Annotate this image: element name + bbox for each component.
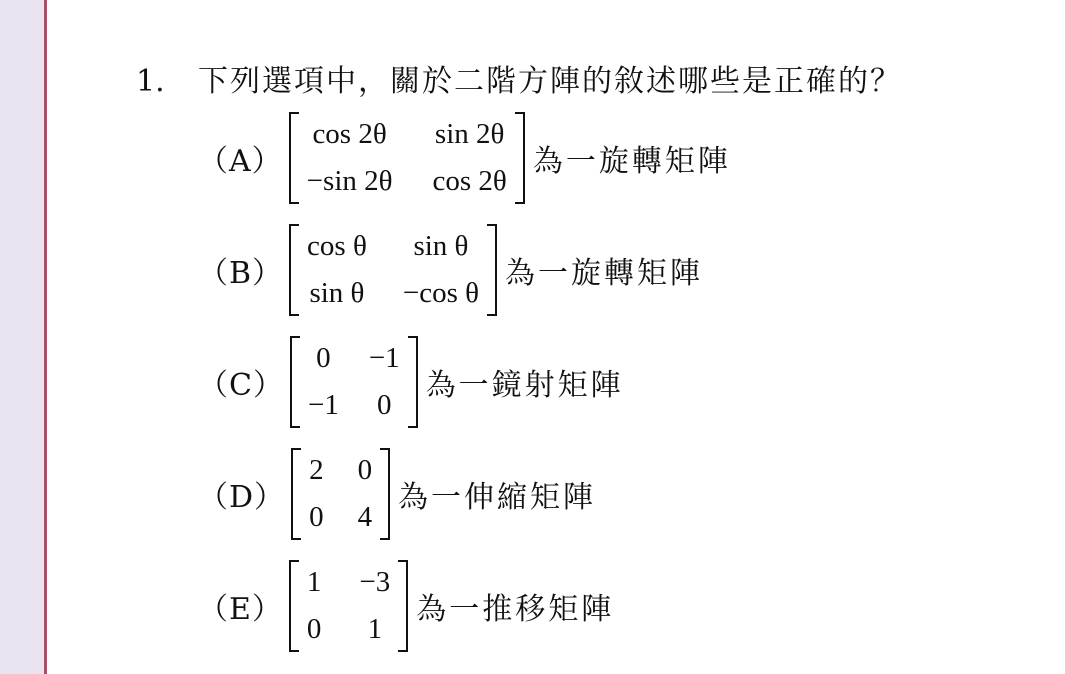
option-d-label: （D）	[198, 480, 286, 515]
option-a-label: （A）	[198, 144, 283, 179]
option-e-description: 為一推移矩陣	[416, 592, 615, 627]
option-a-m11: cos 2θ	[312, 118, 387, 150]
option-a-m22: cos 2θ	[432, 165, 507, 197]
option-c-matrix	[290, 336, 418, 428]
option-a-m12: sin 2θ	[434, 118, 505, 150]
option-d-m22: 4	[357, 501, 373, 533]
option-e-m12: −3	[359, 566, 391, 598]
option-b-m12: sin θ	[413, 230, 469, 262]
question-text: 下列選項中，關於二階方陣的敘述哪些是正確的？	[198, 64, 902, 99]
left-margin	[0, 0, 44, 674]
option-b-label: （B）	[198, 256, 284, 291]
question-number: 1.	[136, 64, 165, 99]
option-e-matrix	[289, 560, 408, 652]
option-c-label: （C）	[198, 368, 284, 403]
option-c	[198, 330, 624, 434]
option-a-m21: −sin 2θ	[306, 165, 393, 197]
option-b-m11: cos θ	[307, 230, 367, 262]
option-d-description: 為一伸縮矩陣	[398, 480, 597, 515]
option-d	[198, 442, 596, 546]
option-c-m22: 0	[377, 389, 392, 421]
option-b	[198, 218, 703, 322]
option-c-m21: −1	[307, 389, 339, 421]
option-e-m11: 1	[306, 566, 322, 598]
option-e-label: （E）	[198, 592, 283, 627]
option-e-m21: 0	[306, 613, 322, 645]
option-a-matrix	[289, 112, 525, 204]
option-b-description: 為一旋轉矩陣	[505, 256, 704, 291]
option-e-m22: 1	[367, 613, 383, 645]
option-d-m21: 0	[309, 501, 324, 533]
option-b-m21: sin θ	[309, 277, 365, 309]
option-b-m22: −cos θ	[402, 277, 480, 309]
option-b-matrix	[289, 224, 497, 316]
option-a	[198, 106, 731, 210]
option-c-description: 為一鏡射矩陣	[425, 368, 624, 403]
option-e	[198, 554, 614, 658]
option-a-description: 為一旋轉矩陣	[532, 144, 731, 179]
option-c-m12: −1	[368, 342, 400, 374]
option-d-matrix	[291, 448, 390, 540]
option-c-m11: 0	[316, 342, 331, 374]
option-d-m11: 2	[309, 454, 324, 486]
question-stem	[136, 56, 902, 100]
option-d-m12: 0	[357, 454, 373, 486]
